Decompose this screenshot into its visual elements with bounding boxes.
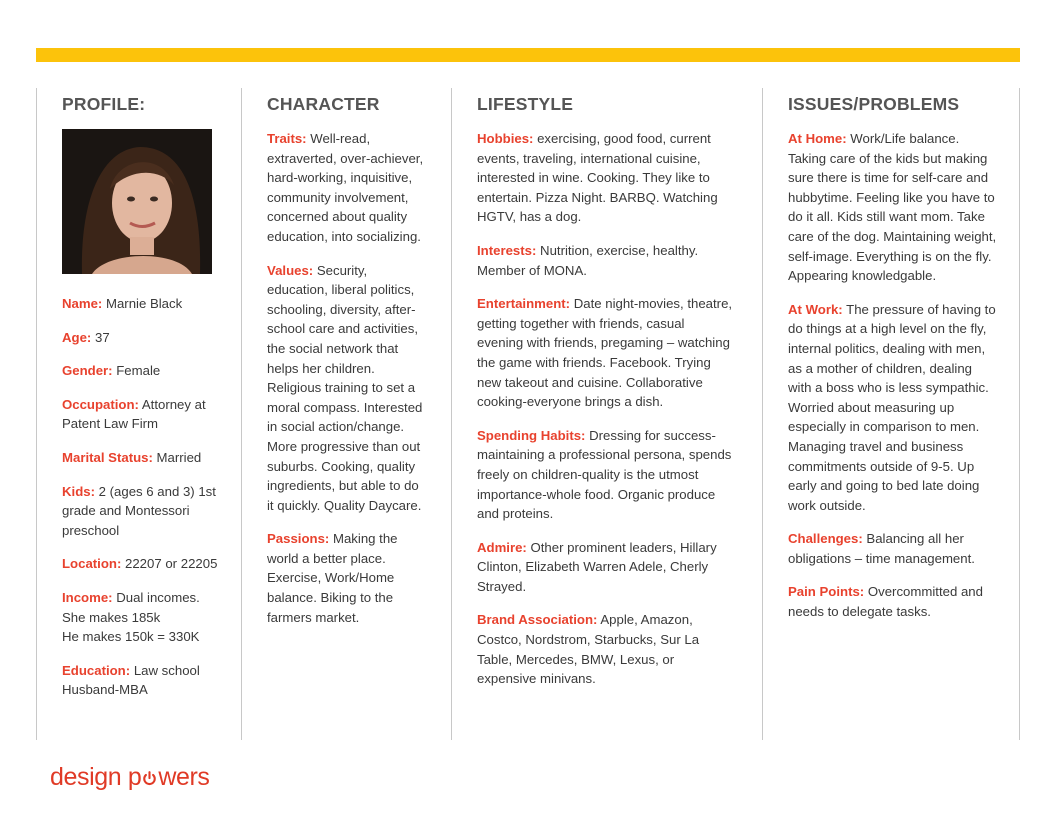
issues-pain-points	[788, 582, 998, 621]
profile-name-label: Name:	[62, 296, 103, 311]
profile-age-label: Age:	[62, 329, 92, 345]
profile-marital-status	[62, 448, 232, 468]
profile-photo	[62, 129, 212, 274]
at-home-value: Work/Life balance. Taking care of the kids but making sure there is time for self-care and hubbytime. Feeling like you have to do it all. Kids still want mom. Take care of the dog. Maintaining weight, self-image. Everything is on the fly. Appearing knowledgable.	[788, 131, 997, 284]
interests-value: Nutrition, exercise, healthy. Member of MONA.	[477, 242, 699, 278]
profile-title: PROFILE:	[62, 94, 146, 114]
column-divider	[762, 88, 763, 740]
at-work-value: The pressure of having to do things at a high level on the fly, internal politics, dealing with men, as a mother of children, dealing with a boss who is less sympathic. Worried about measuring up especially in comparison to men. Managing travel and business commitments outside of 9-5. Up early and going to bed late doing work outside.	[788, 301, 996, 513]
character-traits	[267, 129, 429, 247]
profile-gender-value: Female	[116, 363, 161, 379]
character-title: CHARACTER	[267, 94, 380, 114]
profile-education-value: Law school Husband-MBA	[62, 662, 200, 698]
profile-education-label: Education:	[62, 662, 131, 678]
profile-marital-value: Married	[156, 449, 202, 465]
spending-habits-label: Spending Habits:	[477, 427, 586, 443]
profile-kids	[62, 482, 232, 541]
lifestyle-spending-habits	[477, 426, 733, 524]
profile-age	[62, 328, 232, 348]
admire-label: Admire:	[477, 539, 527, 555]
passions-value: Making the world a better place. Exercise, Work/Home balance. Biking to the farmers market.	[267, 531, 398, 625]
lifestyle-brand-association	[477, 610, 733, 688]
profile-marital-label: Marital Status:	[62, 449, 153, 465]
logo-text-part1: design p	[50, 763, 142, 791]
profile-occupation-value: Attorney at Patent Law Firm	[62, 396, 206, 432]
profile-income-value: Dual incomes.	[116, 589, 200, 605]
traits-value: Well-read, extraverted, over-achiever, hard-working, inquisitive, community involvement, concerned about quality education, into socializing.	[267, 131, 424, 244]
issues-title: ISSUES/PROBLEMS	[788, 94, 960, 114]
values-value: Security, education, liberal politics, schooling, diversity, after-school care and activities, the social network that helps her children. Religious training to set a moral compass. Interested in social action/change. More progressive than out suburbs. Cooking, quality ingredients, but able to do it quickly. Quality Daycare.	[267, 262, 423, 513]
profile-gender-label: Gender:	[62, 363, 113, 379]
profile-education	[62, 661, 232, 700]
profile-location-value: 22207 or 22205	[125, 556, 218, 572]
issues-at-work	[788, 300, 998, 516]
character-passions	[267, 529, 429, 627]
design-powers-logo	[50, 763, 210, 792]
lifestyle-admire	[477, 538, 733, 597]
profile-gender	[62, 361, 232, 381]
profile-kids-label: Kids:	[62, 483, 95, 499]
admire-value: Other prominent leaders, Hillary Clinton, Elizabeth Warren Adele, Cherly Strayed.	[477, 539, 717, 594]
profile-age-value: 37	[94, 329, 110, 345]
pain-points-value: Overcommitted and needs to delegate tasks.	[788, 584, 983, 620]
challenges-label: Challenges:	[788, 531, 863, 547]
column-divider	[241, 88, 242, 740]
column-divider	[451, 88, 452, 740]
power-icon	[142, 764, 157, 779]
lifestyle-hobbies	[477, 129, 733, 227]
profile-name	[62, 294, 232, 314]
lifestyle-title: LIFESTYLE	[477, 94, 574, 114]
profile-income-line2: She makes 185k	[62, 609, 161, 625]
entertainment-label: Entertainment:	[477, 296, 571, 312]
issues-at-home	[788, 129, 998, 286]
logo-text-part2: wers	[158, 763, 210, 791]
brand-association-value: Apple, Amazon, Costco, Nordstrom, Starbucks, Sur La Table, Mercedes, BMW, Lexus, or expensive minivans.	[477, 612, 700, 687]
lifestyle-interests	[477, 241, 733, 280]
pain-points-label: Pain Points:	[788, 584, 865, 600]
values-label: Values:	[267, 262, 314, 278]
profile-kids-value: 2 (ages 6 and 3) 1st grade and Montessori preschool	[62, 483, 216, 538]
column-divider	[1019, 88, 1020, 740]
profile-income-label: Income:	[62, 589, 113, 605]
profile-location	[62, 554, 232, 574]
issues-column	[788, 88, 998, 636]
profile-income	[62, 588, 232, 647]
profile-location-label: Location:	[62, 556, 122, 572]
lifestyle-column	[477, 88, 733, 703]
brand-association-label: Brand Association:	[477, 612, 598, 628]
passions-label: Passions:	[267, 531, 330, 547]
at-work-label: At Work:	[788, 301, 843, 317]
character-column	[267, 88, 429, 641]
traits-label: Traits:	[267, 131, 307, 146]
top-accent-bar	[36, 48, 1020, 62]
lifestyle-entertainment	[477, 294, 733, 412]
profile-income-line3: He makes 150k = 330K	[62, 629, 200, 645]
column-divider	[36, 88, 37, 740]
spending-habits-value: Dressing for success-maintaining a professional persona, spends freely on children-quality is the utmost importance-whole food. Organic produce and proteins.	[477, 427, 732, 522]
profile-name-value: Marnie Black	[105, 296, 183, 311]
profile-occupation	[62, 395, 232, 434]
hobbies-label: Hobbies:	[477, 131, 534, 146]
profile-column	[62, 88, 232, 714]
challenges-value: Balancing all her obligations – time management.	[788, 531, 975, 566]
character-values	[267, 261, 429, 516]
hobbies-value: exercising, good food, current events, traveling, international cuisine, interested in wine. Cooking. They like to entertain. Pizza Night. BARBQ. Watching HGTV, has a dog.	[477, 131, 718, 225]
entertainment-value: Date night-movies, theatre, getting together with friends, casual evening with friends, pregaming – watching the game with friends. Facebook. Trying new takeout and cuisine. Collaborative cooking-everyone brings a dish.	[477, 296, 733, 410]
interests-label: Interests:	[477, 242, 537, 258]
profile-occupation-label: Occupation:	[62, 396, 139, 412]
at-home-label: At Home:	[788, 131, 847, 146]
issues-challenges	[788, 529, 998, 568]
